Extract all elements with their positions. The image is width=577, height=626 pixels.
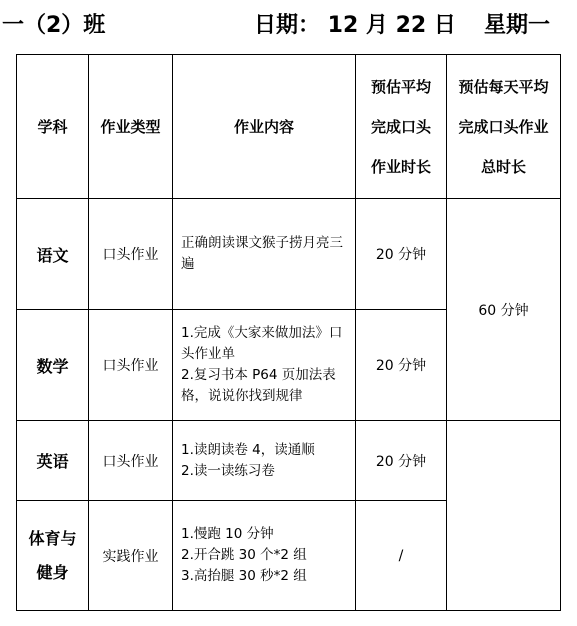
page-header <box>0 8 577 42</box>
type-cell: 口头作业 <box>89 421 173 501</box>
content-line: 1.读朗读卷 4，读通顺 <box>181 441 315 458</box>
content-line: 3.高抬腿 30 秒*2 组 <box>181 568 307 584</box>
table-header-row <box>17 55 561 199</box>
col-header-subject: 学科 <box>17 55 89 199</box>
content-line: 2.复习书本 P64 页加法表格，说说你找到规律 <box>181 367 336 404</box>
subject-cell <box>17 501 89 611</box>
subject-cell: 数学 <box>17 310 89 421</box>
content-cell <box>173 310 356 421</box>
empty-cell <box>447 421 561 611</box>
col-header-est-time-line: 预估平均 <box>370 77 431 96</box>
est-time-cell: 20 分钟 <box>356 310 447 421</box>
content-cell <box>173 421 356 501</box>
col-header-est-time-line: 完成口头 <box>370 117 431 136</box>
type-cell: 口头作业 <box>89 199 173 310</box>
date-label: 日期： 12 月 22 日 <box>254 13 456 38</box>
est-time-cell: / <box>356 501 447 611</box>
table-row <box>17 199 561 310</box>
content-cell <box>173 501 356 611</box>
col-header-daily-total-line: 预估每天平均 <box>458 77 549 96</box>
col-header-daily-total <box>447 55 561 199</box>
table-row <box>17 421 561 501</box>
content-cell <box>173 199 356 310</box>
subject-cell: 英语 <box>17 421 89 501</box>
content-line: 2.读一读练习卷 <box>181 462 275 479</box>
weekday-label: 星期一 <box>484 13 551 38</box>
type-cell: 实践作业 <box>89 501 173 611</box>
col-header-daily-total-line: 总时长 <box>480 157 526 176</box>
col-header-type: 作业类型 <box>89 55 173 199</box>
subject-cell: 语文 <box>17 199 89 310</box>
content-line: 1.慢跑 10 分钟 <box>181 526 274 542</box>
col-header-est-time-line: 作业时长 <box>370 157 431 176</box>
col-header-content: 作业内容 <box>173 55 356 199</box>
subject-line: 健身 <box>36 562 69 582</box>
type-cell: 口头作业 <box>89 310 173 421</box>
homework-table <box>16 54 561 611</box>
daily-total-cell: 60 分钟 <box>447 199 561 421</box>
est-time-cell: 20 分钟 <box>356 199 447 310</box>
col-header-daily-total-line: 完成口头作业 <box>458 117 549 136</box>
est-time-cell: 20 分钟 <box>356 421 447 501</box>
subject-line: 体育与 <box>28 528 77 548</box>
content-line: 正确朗读课文猴子捞月亮三遍 <box>181 235 343 272</box>
content-line: 1.完成《大家来做加法》口头作业单 <box>181 325 343 362</box>
content-line: 2.开合跳 30 个*2 组 <box>181 547 307 563</box>
class-name: 一（2）班 <box>2 13 106 38</box>
col-header-est-time <box>356 55 447 199</box>
